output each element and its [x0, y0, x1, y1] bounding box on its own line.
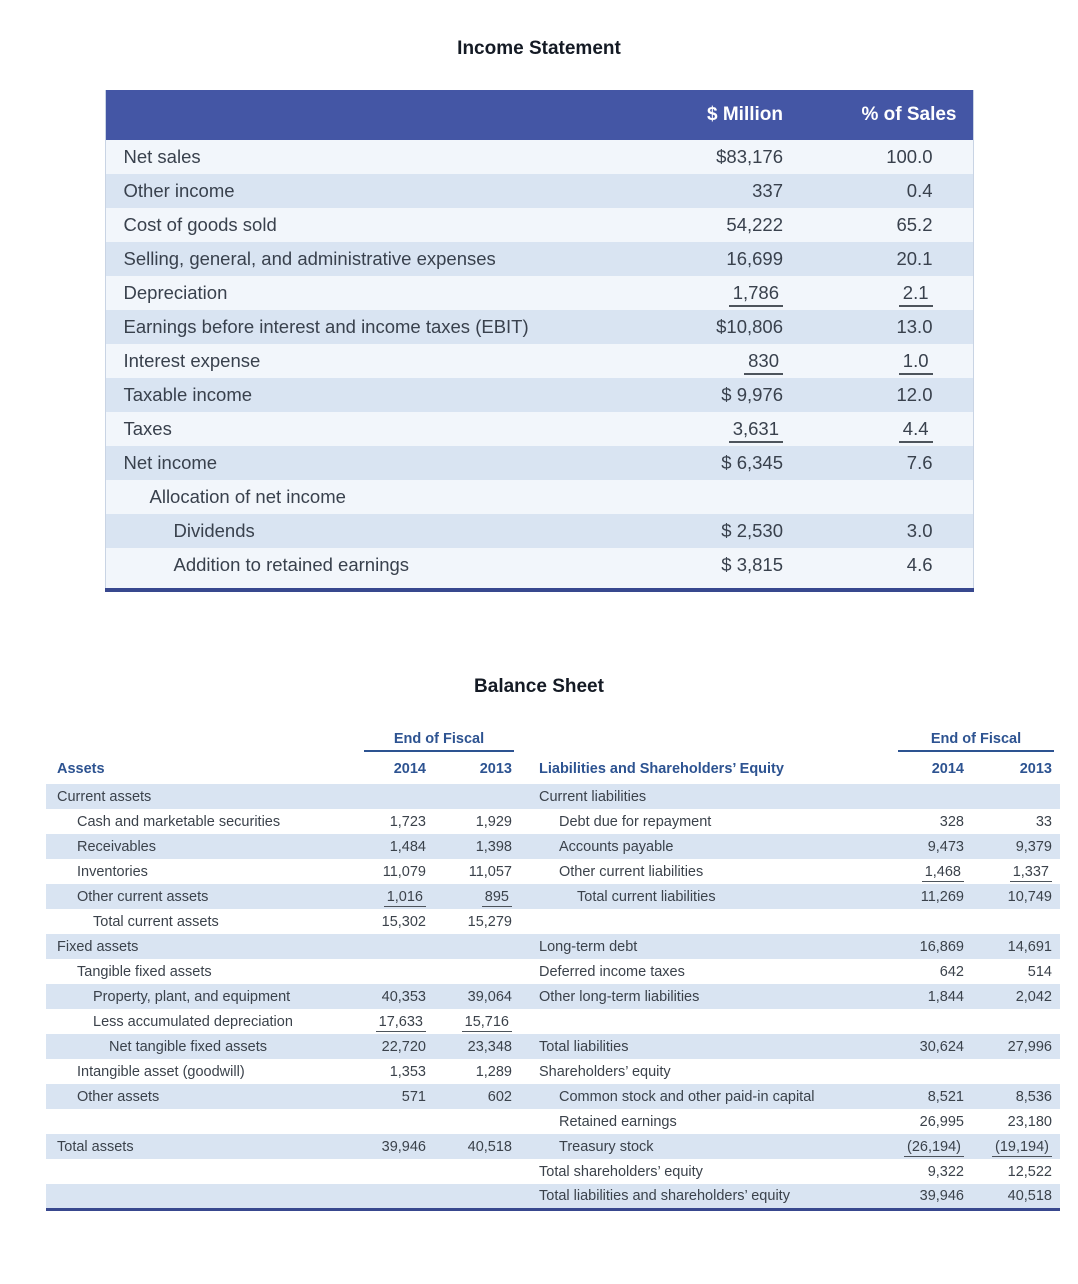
- asset-label-cell: Total current assets: [93, 913, 219, 930]
- liability-2014-cell: 39,946: [919, 1187, 964, 1204]
- liability-label-cell: Total liabilities: [539, 1038, 629, 1055]
- asset-label-cell: Current assets: [57, 788, 152, 805]
- asset-2013-cell: 1,398: [475, 838, 512, 855]
- balance-sheet-row: [46, 1009, 1060, 1034]
- amount-cell: 337: [752, 180, 783, 201]
- amount-cell: $83,176: [716, 146, 783, 167]
- liability-2014-cell: [877, 1134, 972, 1159]
- liability-2014-cell: [877, 1009, 972, 1034]
- asset-2013-cell: 602: [487, 1088, 512, 1105]
- balance-header-fiscal-row: [46, 728, 1060, 754]
- liabilities-column-header: Liabilities and Shareholders’ Equity: [520, 754, 877, 784]
- amount-cell: [593, 480, 785, 514]
- percent-cell: 4.6: [906, 554, 933, 575]
- income-header-spacer: [105, 90, 593, 140]
- asset-2013-cell: 1,929: [475, 813, 512, 830]
- balance-sheet-row: [46, 1034, 1060, 1059]
- liability-2013-cell: [972, 784, 1060, 809]
- asset-2013-cell: [434, 884, 520, 909]
- balance-sheet-row: [46, 934, 1060, 959]
- row-net-sales: [105, 140, 973, 174]
- liability-2014-cell: 9,322: [927, 1163, 964, 1180]
- income-label-cell: Taxes: [123, 418, 172, 439]
- amount-cell: [593, 412, 785, 446]
- balance-sheet-row: [46, 784, 1060, 809]
- row-allocation-of-net-income: [105, 480, 973, 514]
- percent-cell: [785, 480, 973, 514]
- asset-2014-cell: 22,720: [381, 1038, 426, 1055]
- percent-cell: 7.6: [906, 452, 933, 473]
- asset-label-cell: [46, 1184, 358, 1209]
- asset-2014-cell: 571: [401, 1088, 426, 1105]
- liability-2013-cell: 33: [1035, 813, 1052, 830]
- asset-2013-cell: 40,518: [467, 1138, 512, 1155]
- percent-cell: [785, 276, 973, 310]
- income-label-cell: Dividends: [173, 520, 255, 541]
- liability-2014-cell: [877, 859, 972, 884]
- asset-label-cell: Tangible fixed assets: [77, 963, 212, 980]
- income-table-bottom-padding: [105, 582, 973, 590]
- asset-2013-cell: [434, 1159, 520, 1184]
- asset-2014-cell: 1,723: [389, 813, 426, 830]
- liability-2014-cell: [877, 784, 972, 809]
- underlined-value: (19,194): [992, 1139, 1052, 1157]
- liability-2014-cell: 8,521: [927, 1088, 964, 1105]
- underlined-value: 1,016: [384, 889, 426, 907]
- liabilities-2013-header: 2013: [972, 754, 1060, 784]
- amount-cell: $ 3,815: [721, 554, 783, 575]
- liability-label-cell: Debt due for repayment: [559, 813, 712, 830]
- assets-column-header: Assets: [46, 754, 358, 784]
- balance-sheet-row: [46, 1109, 1060, 1134]
- amount-cell: $ 2,530: [721, 520, 783, 541]
- asset-2014-cell: 15,302: [381, 913, 426, 930]
- balance-sheet-row: [46, 959, 1060, 984]
- amount-cell: [593, 344, 785, 378]
- income-label-cell: Interest expense: [123, 350, 261, 371]
- underlined-value: 830: [744, 350, 783, 375]
- liability-label-cell: Treasury stock: [559, 1138, 654, 1155]
- asset-2013-cell: [434, 784, 520, 809]
- underlined-value: 15,716: [462, 1014, 512, 1032]
- asset-2013-cell: [434, 1109, 520, 1134]
- percent-cell: 0.4: [906, 180, 933, 201]
- asset-label-cell: Cash and marketable securities: [77, 813, 281, 830]
- asset-label-cell: [46, 1159, 358, 1184]
- amount-cell: $ 9,976: [721, 384, 783, 405]
- row-depreciation: [105, 276, 973, 310]
- liability-label-cell: Retained earnings: [559, 1113, 677, 1130]
- liability-2013-cell: 8,536: [1015, 1088, 1052, 1105]
- asset-2013-cell: 11,057: [468, 863, 512, 880]
- assets-2013-header: 2013: [434, 754, 520, 784]
- liability-2014-cell: 328: [939, 813, 964, 830]
- underlined-value: 1.0: [899, 350, 933, 375]
- asset-label-cell: Intangible asset (goodwill): [77, 1063, 245, 1080]
- liability-label-cell: Shareholders’ equity: [539, 1063, 671, 1080]
- liability-label-cell: Total shareholders’ equity: [539, 1163, 703, 1180]
- asset-label-cell: Other current assets: [77, 888, 209, 905]
- liability-2014-cell: 11,269: [920, 888, 964, 905]
- row-net-income: [105, 446, 973, 480]
- percent-cell: 12.0: [896, 384, 933, 405]
- income-label-cell: Other income: [123, 180, 235, 201]
- asset-2014-cell: [358, 1109, 434, 1134]
- asset-2014-cell: 39,946: [381, 1138, 426, 1155]
- underlined-value: 1,786: [729, 282, 783, 307]
- income-label-cell: Taxable income: [123, 384, 253, 405]
- liability-2013-cell: 10,749: [1007, 888, 1052, 905]
- liability-2013-cell: [972, 1134, 1060, 1159]
- amount-cell: [593, 276, 785, 310]
- asset-2014-cell: [358, 1159, 434, 1184]
- amount-cell: 54,222: [726, 214, 783, 235]
- asset-2014-cell: [358, 934, 434, 959]
- income-statement-title: Income Statement: [457, 38, 621, 59]
- column-header-million: $ Million: [593, 90, 785, 140]
- asset-label-cell: Total assets: [57, 1138, 134, 1155]
- income-label-cell: Allocation of net income: [149, 486, 346, 507]
- balance-sheet-row: [46, 809, 1060, 834]
- underlined-value: 2.1: [899, 282, 933, 307]
- liability-label-cell: Accounts payable: [559, 838, 674, 855]
- balance-sheet-row: [46, 1184, 1060, 1209]
- income-label-cell: Earnings before interest and income taxes (EBIT): [123, 316, 529, 337]
- asset-2013-cell: 1,289: [475, 1063, 512, 1080]
- header-spacer: [520, 728, 877, 754]
- liability-2013-cell: 40,518: [1007, 1187, 1052, 1204]
- asset-2014-cell: [358, 784, 434, 809]
- balance-sheet-row: [46, 1159, 1060, 1184]
- balance-sheet-row: [46, 859, 1060, 884]
- column-header-pct-of-sales: % of Sales: [785, 90, 973, 140]
- asset-label-cell: Other assets: [77, 1088, 160, 1105]
- balance-sheet-row: [46, 1084, 1060, 1109]
- underlined-value: (26,194): [904, 1139, 964, 1157]
- income-label-cell: Addition to retained earnings: [173, 554, 410, 575]
- balance-sheet-row: [46, 1134, 1060, 1159]
- liability-2013-cell: [972, 1059, 1060, 1084]
- liability-label-cell: Common stock and other paid-in capital: [559, 1088, 815, 1105]
- liability-2013-cell: 9,379: [1015, 838, 1052, 855]
- liability-label-cell: Total current liabilities: [577, 888, 716, 905]
- balance-header-years-row: [46, 754, 1060, 784]
- end-of-fiscal-left: End of Fiscal: [358, 728, 520, 754]
- balance-sheet-row: [46, 884, 1060, 909]
- liability-2014-cell: 1,844: [927, 988, 964, 1005]
- amount-cell: $10,806: [716, 316, 783, 337]
- income-label-cell: Depreciation: [123, 282, 228, 303]
- percent-cell: 20.1: [896, 248, 933, 269]
- percent-cell: [785, 344, 973, 378]
- liability-2013-cell: 14,691: [1007, 938, 1052, 955]
- asset-label-cell: Receivables: [77, 838, 156, 855]
- income-label-cell: Cost of goods sold: [123, 214, 277, 235]
- assets-2014-header: 2014: [358, 754, 434, 784]
- row-cost-of-goods-sold: [105, 208, 973, 242]
- liability-2014-cell: [877, 909, 972, 934]
- asset-2014-cell: 11,079: [382, 863, 426, 880]
- asset-label-cell: Inventories: [77, 863, 148, 880]
- underlined-value: 1,468: [922, 864, 964, 882]
- balance-sheet-table: [46, 728, 1060, 1211]
- asset-label-cell: Net tangible fixed assets: [109, 1038, 267, 1055]
- liabilities-2014-header: 2014: [877, 754, 972, 784]
- liability-label-cell: [520, 1009, 877, 1034]
- asset-2013-cell: [434, 959, 520, 984]
- asset-2013-cell: [434, 1184, 520, 1209]
- asset-2013-cell: 15,279: [467, 913, 512, 930]
- liability-2013-cell: 2,042: [1015, 988, 1052, 1005]
- asset-2014-cell: 1,484: [389, 838, 426, 855]
- liability-2013-cell: 27,996: [1007, 1038, 1052, 1055]
- liability-2014-cell: [877, 1059, 972, 1084]
- liability-label-cell: Deferred income taxes: [539, 963, 685, 980]
- row-taxes: [105, 412, 973, 446]
- header-spacer: [46, 728, 358, 754]
- percent-cell: 3.0: [906, 520, 933, 541]
- income-statement-table: [105, 90, 974, 592]
- asset-2014-cell: 40,353: [381, 988, 426, 1005]
- asset-2014-cell: [358, 959, 434, 984]
- percent-cell: 13.0: [896, 316, 933, 337]
- asset-label-cell: Property, plant, and equipment: [93, 988, 291, 1005]
- liability-2013-cell: [972, 1009, 1060, 1034]
- balance-sheet-row: [46, 909, 1060, 934]
- asset-2014-cell: [358, 884, 434, 909]
- liability-2013-cell: 12,522: [1007, 1163, 1052, 1180]
- row-sga-expenses: [105, 242, 973, 276]
- asset-2013-cell: [434, 934, 520, 959]
- balance-sheet-row: [46, 834, 1060, 859]
- asset-label-cell: Less accumulated depreciation: [93, 1013, 293, 1030]
- liability-2013-cell: [972, 909, 1060, 934]
- liability-label-cell: Other long-term liabilities: [539, 988, 700, 1005]
- row-addition-to-retained-earnings: [105, 548, 973, 582]
- asset-2014-cell: [358, 1009, 434, 1034]
- row-interest-expense: [105, 344, 973, 378]
- underlined-value: 4.4: [899, 418, 933, 443]
- liability-label-cell: Other current liabilities: [559, 863, 704, 880]
- asset-label-cell: [46, 1109, 358, 1134]
- liability-label-cell: Total liabilities and shareholders’ equity: [539, 1187, 790, 1204]
- underlined-value: 3,631: [729, 418, 783, 443]
- income-header-row: [105, 90, 973, 140]
- income-label-cell: Selling, general, and administrative expenses: [123, 248, 496, 269]
- liability-2013-cell: 514: [1027, 963, 1052, 980]
- liability-label-cell: Current liabilities: [539, 788, 647, 805]
- row-ebit: [105, 310, 973, 344]
- row-dividends: [105, 514, 973, 548]
- row-other-income: [105, 174, 973, 208]
- percent-cell: 65.2: [896, 214, 933, 235]
- balance-sheet-title: Balance Sheet: [474, 676, 604, 697]
- income-label-cell: Net income: [123, 452, 218, 473]
- underlined-value: 895: [482, 889, 512, 907]
- percent-cell: 100.0: [886, 146, 933, 167]
- amount-cell: $ 6,345: [721, 452, 783, 473]
- liability-2013-cell: [972, 859, 1060, 884]
- amount-cell: 16,699: [726, 248, 783, 269]
- asset-label-cell: Fixed assets: [57, 938, 139, 955]
- asset-2014-cell: 1,353: [389, 1063, 426, 1080]
- liability-2014-cell: 16,869: [919, 938, 964, 955]
- liability-2014-cell: 642: [939, 963, 964, 980]
- asset-2014-cell: [358, 1184, 434, 1209]
- balance-sheet-row: [46, 984, 1060, 1009]
- liability-label-cell: Long-term debt: [539, 938, 638, 955]
- percent-cell: [785, 412, 973, 446]
- asset-2013-cell: 23,348: [467, 1038, 512, 1055]
- asset-2013-cell: 39,064: [467, 988, 512, 1005]
- income-label-cell: Net sales: [123, 146, 201, 167]
- liability-2014-cell: 9,473: [927, 838, 964, 855]
- balance-sheet-row: [46, 1059, 1060, 1084]
- liability-2014-cell: 26,995: [919, 1113, 964, 1130]
- liability-2013-cell: 23,180: [1007, 1113, 1052, 1130]
- end-of-fiscal-right: End of Fiscal: [877, 728, 1060, 754]
- asset-2013-cell: [434, 1009, 520, 1034]
- liability-label-cell: [520, 909, 877, 934]
- underlined-value: 17,633: [376, 1014, 426, 1032]
- row-taxable-income: [105, 378, 973, 412]
- liability-2014-cell: 30,624: [919, 1038, 964, 1055]
- underlined-value: 1,337: [1010, 864, 1052, 882]
